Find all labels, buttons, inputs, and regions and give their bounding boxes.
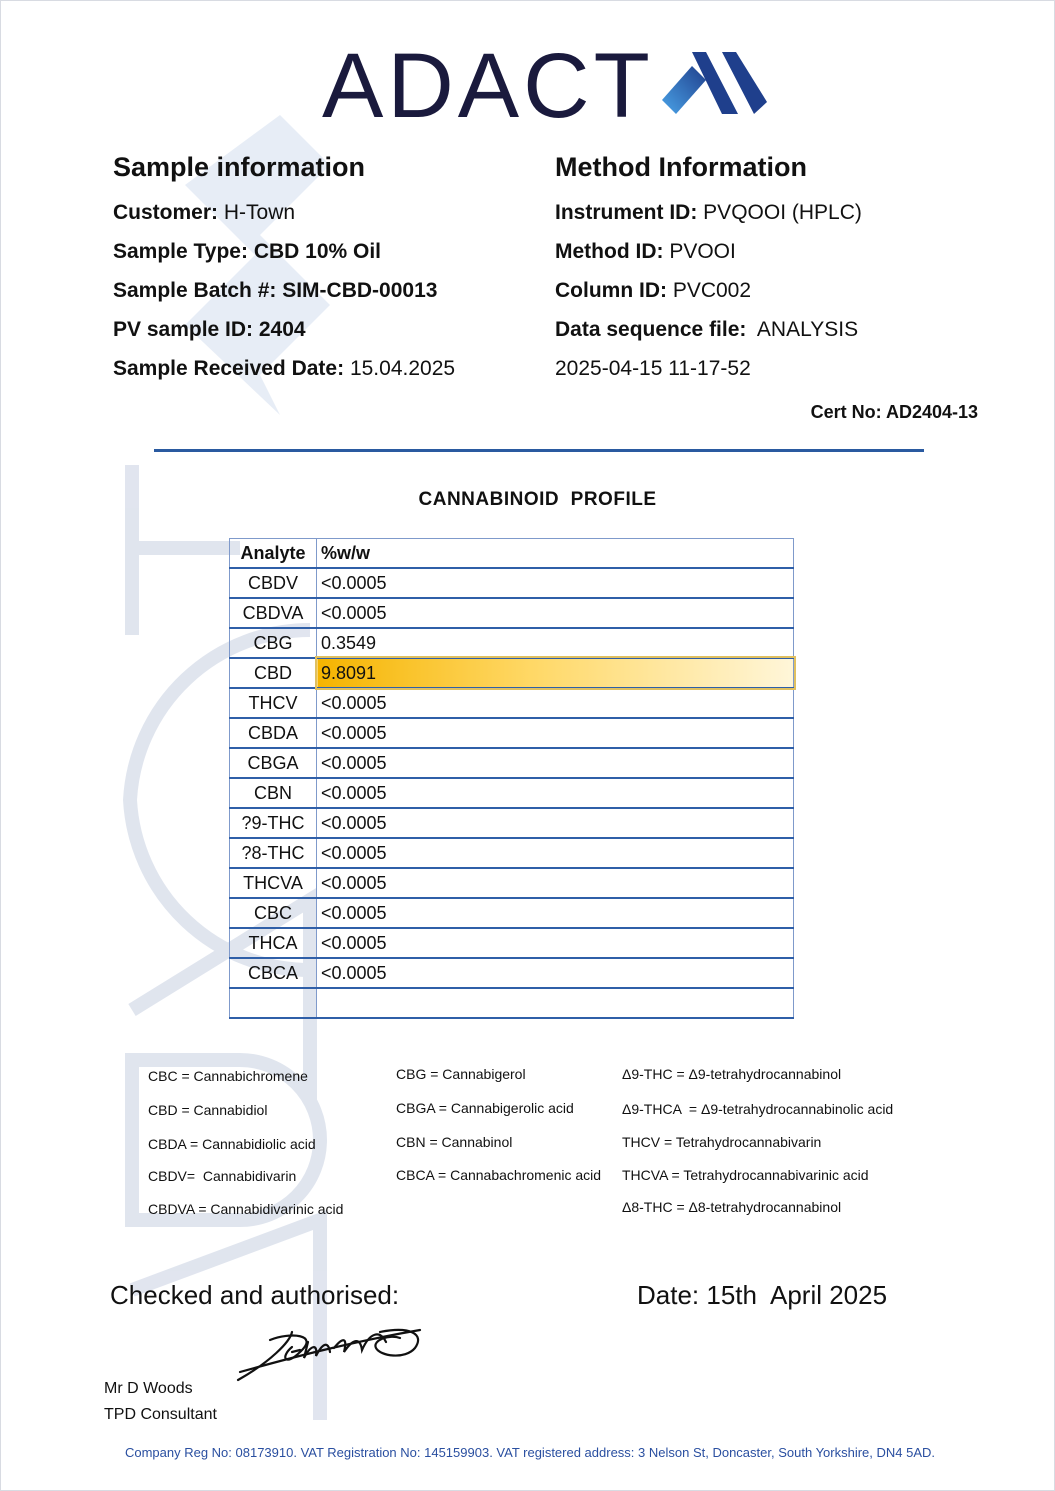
- analyte-cell: THCV: [230, 688, 317, 718]
- value-cell: <0.0005: [317, 568, 794, 598]
- empty-cell: [230, 988, 317, 1018]
- received-date-label: Sample Received Date:: [113, 357, 345, 380]
- value-cell: <0.0005: [317, 748, 794, 778]
- authorised-date: Date: 15th April 2025: [637, 1280, 888, 1310]
- instrument-line: [555, 200, 862, 239]
- column-label: Column ID:: [555, 279, 667, 302]
- analyte-cell: CBGA: [230, 748, 317, 778]
- analyte-cell: THCA: [230, 928, 317, 958]
- sequence-line: [555, 317, 862, 356]
- table-row: [230, 898, 794, 928]
- table-row: [230, 658, 794, 688]
- analyte-cell: CBN: [230, 778, 317, 808]
- value-cell: <0.0005: [317, 958, 794, 988]
- table-row: [230, 778, 794, 808]
- abbreviation-item: Δ9-THCA = Δ9-tetrahydrocannabinolic acid: [622, 1101, 894, 1117]
- profile-title: CANNABINOID PROFILE: [418, 489, 657, 510]
- abbreviation-item: CBD = Cannabidiol: [148, 1102, 268, 1118]
- analyte-cell: CBDVA: [230, 598, 317, 628]
- abbreviation-item: CBG = Cannabigerol: [396, 1066, 526, 1082]
- table-header-row: [230, 539, 794, 569]
- value-cell: <0.0005: [317, 928, 794, 958]
- method-value: PVOOI: [663, 240, 736, 263]
- analyte-cell: CBDA: [230, 718, 317, 748]
- checked-authorised: Checked and authorised:: [110, 1280, 400, 1310]
- value-cell: <0.0005: [317, 898, 794, 928]
- signature-image: [230, 1322, 425, 1384]
- abbreviation-item: CBCA = Cannabachromenic acid: [396, 1167, 602, 1183]
- signer-block: [104, 1376, 217, 1428]
- instrument-label: Instrument ID:: [555, 201, 698, 224]
- sample-information-section: [113, 152, 455, 395]
- value-cell: 0.3549: [317, 628, 794, 658]
- signer-name: Mr D Woods: [104, 1380, 193, 1397]
- table-row: [230, 838, 794, 868]
- analyte-cell: CBCA: [230, 958, 317, 988]
- table-row-empty: [230, 988, 794, 1018]
- table-row: [230, 928, 794, 958]
- sample-batch-line: [113, 278, 455, 317]
- value-cell: <0.0005: [317, 868, 794, 898]
- abbreviation-item: CBC = Cannabichromene: [148, 1068, 308, 1084]
- table-row: [230, 748, 794, 778]
- value-cell: <0.0005: [317, 778, 794, 808]
- method-info-title: Method Information: [555, 152, 807, 182]
- received-date-value: 15.04.2025: [344, 357, 456, 380]
- empty-cell: [317, 988, 794, 1018]
- table-row: [230, 808, 794, 838]
- value-cell: <0.0005: [317, 838, 794, 868]
- analyte-cell: CBDV: [230, 568, 317, 598]
- received-date-line: [113, 356, 455, 395]
- footer-company-info: Company Reg No: 08173910. VAT Registration No: 145159903. VAT registered address: 3 Nelson St, Doncaster, South Yorkshire, DN4 5AD.: [124, 1445, 936, 1460]
- customer-value: H-Town: [218, 201, 296, 224]
- table-row: [230, 958, 794, 988]
- value-cell: <0.0005: [317, 688, 794, 718]
- signer-title: TPD Consultant: [104, 1406, 217, 1423]
- analyte-cell: CBG: [230, 628, 317, 658]
- customer-label: Customer:: [113, 201, 219, 224]
- logo-mark-icon: [662, 52, 767, 118]
- column-line: [555, 278, 862, 317]
- analyte-cell: CBD: [230, 658, 317, 688]
- logo-text: ADACT: [322, 35, 654, 137]
- method-line: [555, 239, 862, 278]
- table-row: [230, 568, 794, 598]
- abbreviation-item: CBDVA = Cannabidivarinic acid: [148, 1201, 344, 1217]
- abbreviation-item: CBDV= Cannabidivarin: [148, 1168, 297, 1184]
- sample-info-title: Sample information: [113, 152, 366, 182]
- sequence-label: Data sequence file:: [555, 318, 747, 341]
- analyte-cell: THCVA: [230, 868, 317, 898]
- value-cell: 9.8091: [317, 658, 794, 688]
- table-row: [230, 598, 794, 628]
- analyte-cell: ?8-THC: [230, 838, 317, 868]
- abbreviation-item: Δ8-THC = Δ8-tetrahydrocannabinol: [622, 1199, 842, 1215]
- col-header-analyte: Analyte: [230, 539, 317, 569]
- sequence-line2: 2025-04-15 11-17-52: [555, 357, 751, 380]
- col-header-wv: %w/w: [317, 539, 794, 569]
- abbreviation-item: THCVA = Tetrahydrocannabivarinic acid: [622, 1167, 869, 1183]
- pv-sample-id: PV sample ID: 2404: [113, 318, 306, 341]
- cert-number: Cert No: AD2404-13: [810, 402, 978, 422]
- table-row: [230, 688, 794, 718]
- analyte-cell: ?9-THC: [230, 808, 317, 838]
- method-information-section: [555, 152, 862, 395]
- table-row: [230, 718, 794, 748]
- table-row: [230, 868, 794, 898]
- value-cell: <0.0005: [317, 718, 794, 748]
- sample-type-line: [113, 239, 455, 278]
- abbreviation-item: CBDA = Cannabidiolic acid: [148, 1136, 316, 1152]
- column-value: PVC002: [666, 279, 752, 302]
- table-row: [230, 628, 794, 658]
- divider: [154, 449, 924, 452]
- sequence-value: ANALYSIS: [746, 318, 859, 341]
- value-cell: <0.0005: [317, 808, 794, 838]
- instrument-value: PVQOOI (HPLC): [697, 201, 862, 224]
- abbreviation-item: CBGA = Cannabigerolic acid: [396, 1100, 574, 1116]
- customer-line: [113, 200, 455, 239]
- pv-sample-line: [113, 317, 455, 356]
- sample-batch: Sample Batch #: SIM-CBD-00013: [113, 279, 438, 302]
- abbreviation-item: Δ9-THC = Δ9-tetrahydrocannabinol: [622, 1066, 842, 1082]
- analyte-cell: CBC: [230, 898, 317, 928]
- abbreviation-item: CBN = Cannabinol: [396, 1134, 513, 1150]
- abbreviation-item: THCV = Tetrahydrocannabivarin: [622, 1134, 822, 1150]
- cannabinoid-table: [229, 538, 794, 1019]
- value-cell: <0.0005: [317, 598, 794, 628]
- method-label: Method ID:: [555, 240, 664, 263]
- sample-type: Sample Type: CBD 10% Oil: [113, 240, 382, 263]
